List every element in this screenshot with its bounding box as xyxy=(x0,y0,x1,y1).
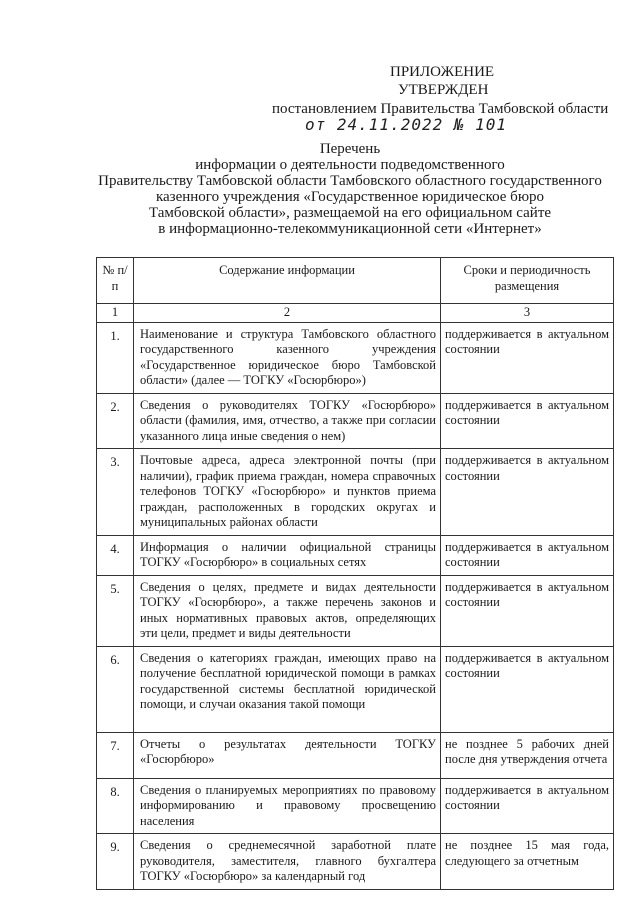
row-period: поддерживается в актуальном состоянии xyxy=(441,393,614,449)
row-content: Сведения о среднемесячной заработной плате руководителя, заместителя, главного бухгалтера ТОГКУ «Госюрбюро» за календарный год xyxy=(134,834,441,890)
row-period: поддерживается в актуальном состоянии xyxy=(441,322,614,393)
index-2: 2 xyxy=(134,304,441,323)
table-row xyxy=(97,575,614,646)
title-line-2: информации о деятельности подведомственного xyxy=(195,157,505,173)
document-title: Перечень xyxy=(319,141,381,157)
row-number: 8. xyxy=(97,778,134,834)
table-row xyxy=(97,778,614,834)
row-content: Сведения о целях, предмете и видах деятельности ТОГКУ «Госюрбюро», а также перечень законов и иных нормативных правовых актов, определяющих эти цели, предмет и виды деятельности xyxy=(134,575,441,646)
title-line-4: казенного учреждения «Государственное юридическое бюро xyxy=(155,189,545,205)
table-row xyxy=(97,322,614,393)
header-period: Сроки и периодичность размещения xyxy=(441,258,614,304)
table-row xyxy=(97,646,614,732)
row-content: Отчеты о результатах деятельности ТОГКУ «Госюрбюро» xyxy=(134,732,441,778)
title-line-5: Тамбовской области», размещаемой на его официальном сайте xyxy=(148,205,552,221)
header-number: № п/п xyxy=(97,258,134,304)
row-content: Информация о наличии официальной страницы ТОГКУ «Госюрбюро» в социальных сетях xyxy=(134,535,441,575)
table-row xyxy=(97,834,614,890)
row-number: 5. xyxy=(97,575,134,646)
information-table xyxy=(96,257,614,890)
row-number: 4. xyxy=(97,535,134,575)
row-period: поддерживается в актуальном состоянии xyxy=(441,575,614,646)
row-period: не позднее 15 мая года, следующего за отчетным xyxy=(441,834,614,890)
row-number: 7. xyxy=(97,732,134,778)
row-period: не позднее 5 рабочих дней после дня утверждения отчета xyxy=(441,732,614,778)
row-content: Наименование и структура Тамбовского областного государственного казенного учреждения «Государственное юридическое бюро Тамбовской области» (далее — ТОГКУ «Госюрбюро») xyxy=(134,322,441,393)
row-number: 1. xyxy=(97,322,134,393)
index-1: 1 xyxy=(97,304,134,323)
table-row xyxy=(97,449,614,536)
row-number: 6. xyxy=(97,646,134,732)
table-row xyxy=(97,535,614,575)
row-period: поддерживается в актуальном состоянии xyxy=(441,778,614,834)
header-content: Содержание информации xyxy=(134,258,441,304)
row-content: Сведения о планируемых мероприятиях по правовому информированию и правовому просвещению населения xyxy=(134,778,441,834)
title-line-6: в информационно-телекоммуникационной сети «Интернет» xyxy=(158,221,542,237)
row-number: 3. xyxy=(97,449,134,536)
table-header-row xyxy=(97,258,614,304)
index-3: 3 xyxy=(441,304,614,323)
approved-label: УТВЕРЖДЕН xyxy=(398,82,489,98)
row-period: поддерживается в актуальном состоянии xyxy=(441,646,614,732)
table-index-row xyxy=(97,304,614,323)
row-period: поддерживается в актуальном состоянии xyxy=(441,449,614,536)
resolution-line: постановлением Правительства Тамбовской области xyxy=(272,101,609,117)
handwritten-date-number: от 24.11.2022 № 101 xyxy=(305,115,508,134)
appendix-label: ПРИЛОЖЕНИЕ xyxy=(390,64,495,80)
row-number: 2. xyxy=(97,393,134,449)
row-content: Почтовые адреса, адреса электронной почты (при наличии), график приема граждан, номера справочных телефонов ТОГКУ «Госюрбюро» и пунктов приема граждан, расположенных в городских округах и муниципальных районах области xyxy=(134,449,441,536)
row-content: Сведения о руководителях ТОГКУ «Госюрбюро» области (фамилия, имя, отчество, а также при согласии указанного лица иные сведения о нем) xyxy=(134,393,441,449)
row-number: 9. xyxy=(97,834,134,890)
table-row xyxy=(97,732,614,778)
row-content: Сведения о категориях граждан, имеющих право на получение бесплатной юридической помощи в рамках государственной системы бесплатной юридической помощи, и случаи оказания такой помощи xyxy=(134,646,441,732)
title-line-3: Правительству Тамбовской области Тамбовского областного государственного xyxy=(98,173,602,189)
row-period: поддерживается в актуальном состоянии xyxy=(441,535,614,575)
table-row xyxy=(97,393,614,449)
